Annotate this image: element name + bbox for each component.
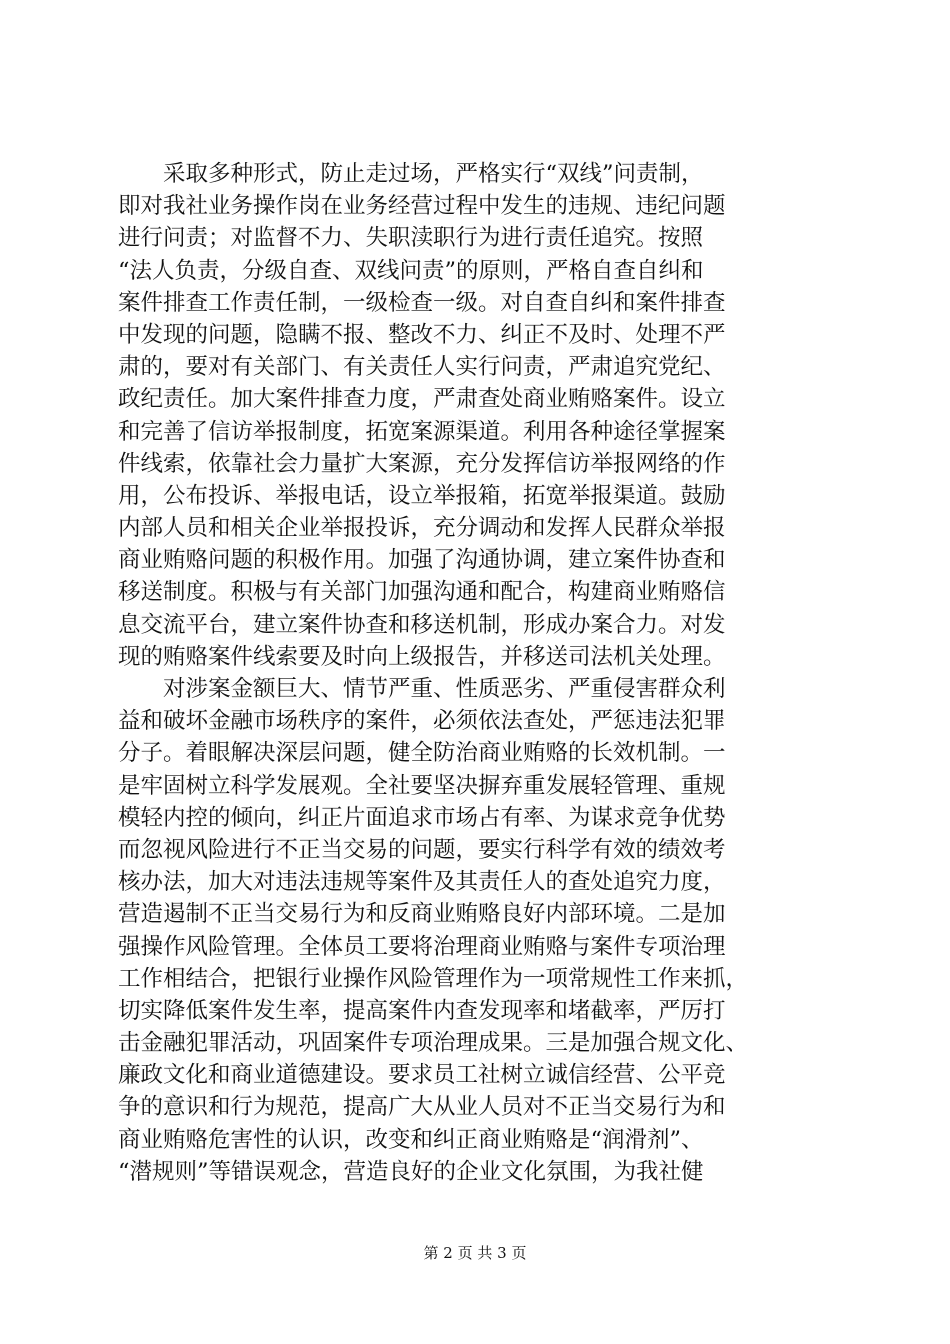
text-line: 中发现的问题，隐瞒不报、整改不力、纠正不及时、处理不严	[118, 321, 726, 348]
text-line: 切实降低案件发生率，提高案件内查发现率和堵截率，严厉打	[118, 997, 726, 1024]
text-line: 核办法，加大对违法违规等案件及其责任人的查处追究力度，	[118, 869, 726, 896]
text-line: 营造遏制不正当交易行为和反商业贿赂良好内部环境。二是加	[118, 901, 726, 928]
text-line: 政纪责任。加大案件排查力度，严肃查处商业贿赂案件。设立	[118, 386, 726, 413]
text-line: 是牢固树立科学发展观。全社要坚决摒弃重发展轻管理、重规	[118, 772, 726, 799]
text-line: 件线索，依靠社会力量扩大案源，充分发挥信访举报网络的作	[118, 450, 726, 477]
text-line: 肃的，要对有关部门、有关责任人实行问责，严肃追究党纪、	[118, 354, 726, 381]
text-line: 移送制度。积极与有关部门加强沟通和配合，构建商业贿赂信	[118, 579, 726, 606]
text-line: 工作相结合，把银行业操作风险管理作为一项常规性工作来抓，	[118, 965, 749, 992]
text-line: 分子。着眼解决深层问题，健全防治商业贿赂的长效机制。一	[118, 740, 726, 767]
text-line: 强操作风险管理。全体员工要将治理商业贿赂与案件专项治理	[118, 933, 726, 960]
text-line: 进行问责；对监督不力、失职渎职行为进行责任追究。按照	[118, 225, 704, 252]
text-line: 息交流平台，建立案件协查和移送机制，形成办案合力。对发	[118, 611, 726, 638]
text-line: 对涉案金额巨大、情节严重、性质恶劣、严重侵害群众利	[118, 676, 726, 702]
text-line: 击金融犯罪活动，巩固案件专项治理成果。三是加强合规文化、	[118, 1030, 749, 1057]
text-line: 商业贿赂问题的积极作用。加强了沟通协调，建立案件协查和	[118, 547, 726, 574]
text-line: “法人负责，分级自查、双线问责”的原则，严格自查自纠和	[118, 257, 704, 284]
text-line: 商业贿赂危害性的认识，改变和纠正商业贿赂是“润滑剂”、	[118, 1126, 704, 1153]
text-line: 而忽视风险进行不正当交易的问题，要实行科学有效的绩效考	[118, 836, 726, 863]
text-line: 现的贿赂案件线索要及时向上级报告，并移送司法机关处理。	[118, 643, 726, 670]
text-line: 采取多种形式，防止走过场，严格实行“双线”问责制，	[118, 161, 704, 187]
text-line: 即对我社业务操作岗在业务经营过程中发生的违规、违纪问题	[118, 193, 726, 220]
page-footer	[0, 1243, 950, 1263]
page-number-label: 第 2 页 共 3 页	[423, 1244, 527, 1262]
text-line: 模轻内控的倾向，纠正片面追求市场占有率、为谋求竞争优势	[118, 804, 726, 831]
text-line: “潜规则”等错误观念，营造良好的企业文化氛围，为我社健	[118, 1158, 704, 1185]
text-line: 益和破坏金融市场秩序的案件，必须依法查处，严惩违法犯罪	[118, 708, 726, 735]
text-line: 和完善了信访举报制度，拓宽案源渠道。利用各种途径掌握案	[118, 418, 726, 445]
text-line: 用，公布投诉、举报电话，设立举报箱，拓宽举报渠道。鼓励	[118, 482, 726, 509]
text-line: 廉政文化和商业道德建设。要求员工社树立诚信经营、公平竞	[118, 1062, 726, 1089]
text-line: 争的意识和行为规范，提高广大从业人员对不正当交易行为和	[118, 1094, 726, 1121]
text-line: 案件排查工作责任制，一级检查一级。对自查自纠和案件排查	[118, 289, 726, 316]
text-line: 内部人员和相关企业举报投诉，充分调动和发挥人民群众举报	[118, 515, 726, 542]
document-body	[118, 158, 830, 1188]
